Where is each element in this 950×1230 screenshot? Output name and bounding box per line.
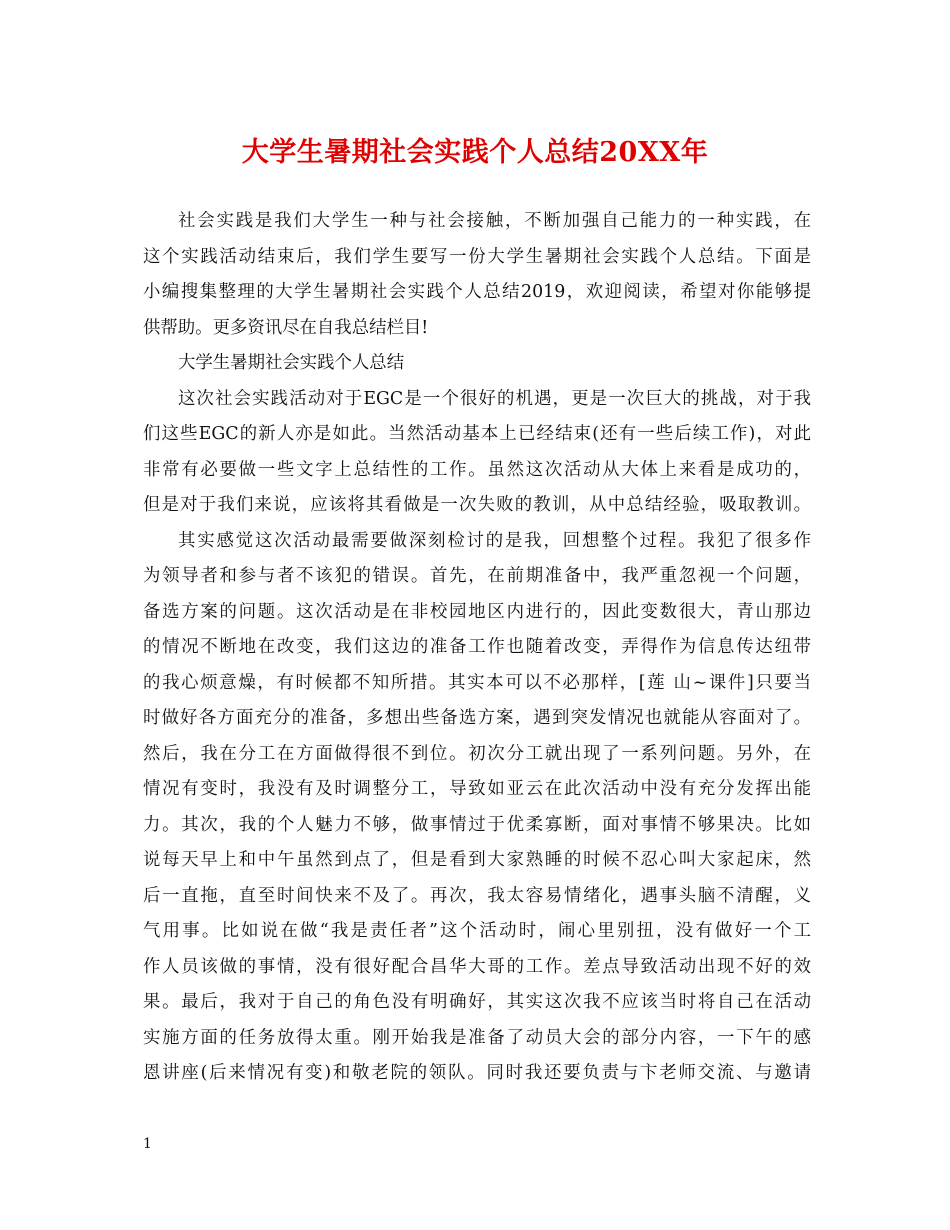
page-number: 1 (143, 1136, 152, 1152)
document-body (143, 204, 811, 1092)
text-line: 情况有变时，我没有及时调整分工，导致如亚云在此次活动中没有充分发挥出能 (143, 779, 811, 799)
text-line: 们这些EGC的新人亦是如此。当然活动基本上已经结束(还有一些后续工作)，对此 (143, 424, 811, 444)
text-line: 说每天早上和中午虽然到点了，但是看到大家熟睡的时候不忍心叫大家起床，然 (143, 850, 811, 870)
text-line: 时做好各方面充分的准备，多想出些备选方案，遇到突发情况也就能从容面对了。 (143, 708, 811, 728)
text-line: 这次社会实践活动对于EGC是一个很好的机遇，更是一次巨大的挑战，对于我 (178, 388, 811, 409)
text-line: 的我心烦意燥，有时候都不知所措。其实本可以不必那样，[莲 山~课件]只要当 (143, 672, 811, 693)
paragraph-intro (143, 204, 811, 346)
text-line: 恩讲座(后来情况有变)和敬老院的领队。同时我还要负责与卞老师交流、与邀请 (143, 1063, 811, 1083)
text-line: 其实感觉这次活动最需要做深刻检讨的是我，回想整个过程。我犯了很多作 (178, 530, 811, 551)
text-line: 的情况不断地在改变，我们这边的准备工作也随着改变，弄得作为信息传达纽带 (143, 637, 811, 657)
text-line: 后一直拖，直至时间快来不及了。再次，我太容易情绪化，遇事头脑不清醒，义 (143, 885, 811, 906)
paragraph-reflection (143, 524, 811, 1092)
paragraph-subtitle (143, 346, 811, 382)
text-line: 社会实践是我们大学生一种与社会接触，不断加强自己能力的一种实践，在 (178, 211, 811, 231)
text-line: 非常有必要做一些文字上总结性的工作。虽然这次活动从大体上来看是成功的， (143, 459, 811, 480)
text-line: 作人员该做的事情，没有很好配合昌华大哥的工作。差点导致活动出现不好的效 (143, 956, 811, 977)
paragraph-opportunity (143, 382, 811, 524)
text-line: 小编搜集整理的大学生暑期社会实践个人总结2019，欢迎阅读，希望对你能够提 (143, 282, 811, 302)
text-line: 力。其次，我的个人魅力不够，做事情过于优柔寡断，面对事情不够果决。比如 (143, 814, 811, 835)
text-line: 果。最后，我对于自己的角色没有明确好，其实这次我不应该当时将自己在活动 (143, 992, 811, 1012)
text-line: 这个实践活动结束后，我们学生要写一份大学生暑期社会实践个人总结。下面是 (143, 246, 811, 267)
document-title: 大学生暑期社会实践个人总结20XX年 (241, 137, 709, 168)
text-line: 实施方面的任务放得太重。刚开始我是准备了动员大会的部分内容，一下午的感 (143, 1027, 811, 1048)
text-line: 供帮助。更多资讯尽在自我总结栏目! (143, 317, 429, 338)
text-line: 然后，我在分工在方面做得很不到位。初次分工就出现了一系列问题。另外，在 (143, 743, 811, 764)
text-line: 气用事。比如说在做“我是责任者”这个活动时，闹心里别扭，没有做好一个工 (143, 921, 811, 941)
section-heading: 大学生暑期社会实践个人总结 (178, 353, 405, 373)
text-line: 但是对于我们来说，应该将其看做是一次失败的教训，从中总结经验，吸取教训。 (143, 495, 811, 515)
text-line: 为领导者和参与者不该犯的错误。首先，在前期准备中，我严重忽视一个问题， (143, 566, 811, 586)
text-line: 备选方案的问题。这次活动是在非校园地区内进行的，因此变数很大，青山那边 (143, 601, 811, 622)
